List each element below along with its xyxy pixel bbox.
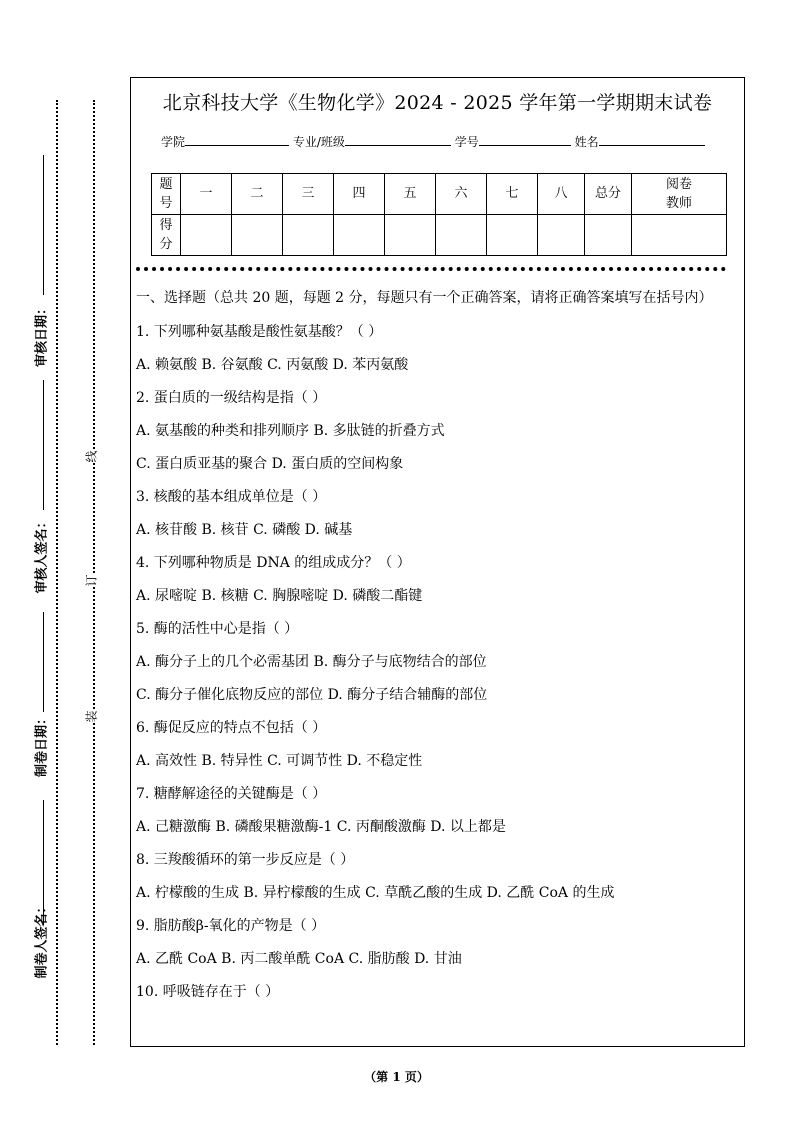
option-line: C. 蛋白质亚基的聚合 D. 蛋白质的空间构象 — [136, 456, 404, 472]
score-col-4: 四 — [334, 174, 385, 215]
student-id-label: 学号 — [454, 135, 479, 149]
score-cell[interactable] — [181, 215, 232, 256]
score-col-6: 六 — [436, 174, 487, 215]
score-table-row2-header: 得分 — [152, 215, 181, 256]
option-line: A. 氨基酸的种类和排列顺序 B. 多肽链的折叠方式 — [136, 423, 445, 439]
question-line: 7. 糖酵解途径的关键酶是（ ） — [136, 786, 327, 802]
score-col-1: 一 — [181, 174, 232, 215]
score-cell[interactable] — [585, 215, 632, 256]
question-line: 8. 三羧酸循环的第一步反应是（ ） — [136, 852, 355, 868]
name-label: 姓名 — [574, 135, 599, 149]
dotted-separator — [136, 267, 726, 271]
score-cell[interactable] — [334, 215, 385, 256]
score-table — [151, 173, 727, 256]
college-label: 学院 — [161, 135, 186, 149]
question-line: 1. 下列哪种氨基酸是酸性氨基酸？（ ） — [136, 324, 383, 340]
option-line: A. 乙酰 CoA B. 丙二酸单酰 CoA C. 脂肪酸 D. 甘油 — [136, 951, 462, 967]
question-line: 4. 下列哪种物质是 DNA 的组成成分？（ ） — [136, 555, 411, 571]
reviewer-signature-label: 审核人签名： — [34, 515, 50, 594]
score-col-7: 七 — [487, 174, 538, 215]
cut-mark-xian: 线 — [81, 450, 102, 462]
student-info-row — [161, 133, 705, 150]
maker-signature-label: 制卷人签名： — [34, 900, 50, 979]
exam-title: 北京科技大学《生物化学》2024 - 2025 学年第一学期期末试卷 — [162, 92, 713, 114]
option-line: A. 核苷酸 B. 核苷 C. 磷酸 D. 碱基 — [136, 522, 353, 538]
option-line: A. 赖氨酸 B. 谷氨酸 C. 丙氨酸 D. 苯丙氨酸 — [136, 357, 409, 373]
score-col-8: 八 — [538, 174, 585, 215]
maker-date-line — [43, 612, 44, 712]
score-table-row1-header: 题号 — [152, 174, 181, 215]
option-line: A. 己糖激酶 B. 磷酸果糖激酶-1 C. 丙酮酸激酶 D. 以上都是 — [136, 819, 506, 835]
score-cell[interactable] — [487, 215, 538, 256]
question-line: 5. 酶的活性中心是指（ ） — [136, 621, 299, 637]
score-col-total: 总分 — [585, 174, 632, 215]
section-heading: 一、选择题（总共 20 题，每题 2 分，每题只有一个正确答案，请将正确答案填写在括号内） — [136, 290, 713, 306]
question-line: 2. 蛋白质的一级结构是指（ ） — [136, 390, 327, 406]
major-class-field[interactable] — [345, 133, 451, 146]
option-line: C. 酶分子催化底物反应的部位 D. 酶分子结合辅酶的部位 — [136, 687, 488, 703]
score-col-grader: 阅卷教师 — [632, 174, 727, 215]
score-cell[interactable] — [538, 215, 585, 256]
score-cell[interactable] — [436, 215, 487, 256]
question-line: 6. 酶促反应的特点不包括（ ） — [136, 720, 327, 736]
major-class-label: 专业/班级 — [292, 135, 345, 149]
maker-signature-line — [43, 800, 44, 925]
question-content — [136, 287, 736, 1009]
name-field[interactable] — [599, 133, 705, 146]
cut-mark-zhuang: 装 — [81, 710, 102, 722]
reviewer-date-label: 审核日期： — [34, 302, 50, 368]
score-cell[interactable] — [232, 215, 283, 256]
option-line: A. 高效性 B. 特异性 C. 可调节性 D. 不稳定性 — [136, 753, 423, 769]
score-cell[interactable] — [385, 215, 436, 256]
score-col-2: 二 — [232, 174, 283, 215]
college-field[interactable] — [185, 133, 289, 146]
score-cell[interactable] — [632, 215, 727, 256]
inner-dotted-line — [93, 100, 95, 1045]
question-line: 3. 核酸的基本组成单位是（ ） — [136, 489, 327, 505]
exam-frame — [130, 77, 745, 1047]
option-line: A. 尿嘧啶 B. 核糖 C. 胸腺嘧啶 D. 磷酸二酯键 — [136, 588, 423, 604]
score-cell[interactable] — [283, 215, 334, 256]
question-line: 10. 呼吸链存在于（ ） — [136, 984, 280, 1000]
page-number: （第 1 页） — [364, 1070, 429, 1084]
maker-date-label: 制卷日期： — [34, 712, 50, 778]
reviewer-date-line — [43, 155, 44, 295]
cut-mark-ding: 订 — [81, 574, 102, 586]
student-id-field[interactable] — [479, 133, 571, 146]
option-line: A. 酶分子上的几个必需基团 B. 酶分子与底物结合的部位 — [136, 654, 487, 670]
option-line: A. 柠檬酸的生成 B. 异柠檬酸的生成 C. 草酰乙酸的生成 D. 乙酰 CoA 的生成 — [136, 885, 615, 901]
question-line: 9. 脂肪酸β-氧化的产物是（ ） — [136, 918, 326, 934]
score-col-5: 五 — [385, 174, 436, 215]
outer-dotted-line — [56, 100, 58, 1045]
reviewer-signature-line — [43, 380, 44, 510]
score-col-3: 三 — [283, 174, 334, 215]
